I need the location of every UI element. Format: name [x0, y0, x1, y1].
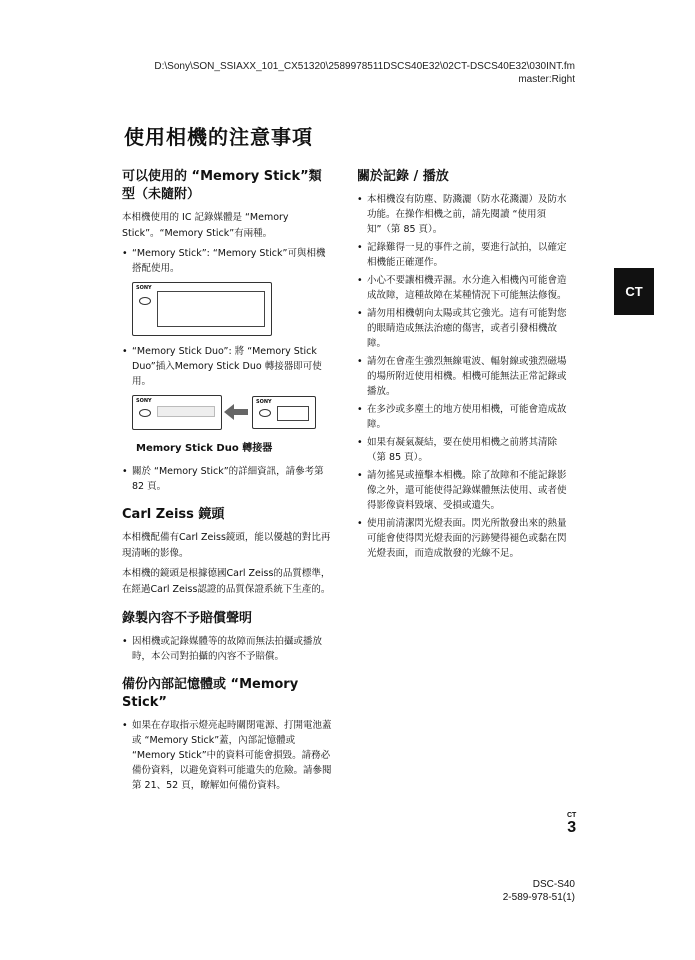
page-title: 使用相機的注意事項 [124, 125, 313, 149]
duo-card-image [252, 396, 316, 429]
right-column [357, 168, 569, 567]
list-item: • 因相機或記錄媒體等的故障而無法拍攝或播放時，本公司對拍攝的內容不予賠償。 [122, 636, 323, 662]
section-heading: 備份內部記憶體或 “Memory Stick” [122, 677, 299, 710]
list-item: • 在多沙或多塵土的地方使用相機，可能會造成故障。 [357, 404, 567, 430]
card-label-area [277, 406, 309, 421]
bullet-icon: • [122, 248, 128, 259]
section-carl-zeiss [122, 506, 334, 598]
adapter-card-image [132, 395, 222, 430]
section-heading: 錄製內容不予賠償聲明 [122, 611, 253, 626]
bullet-icon: • [357, 308, 363, 319]
section-heading: Carl Zeiss 鏡頭 [122, 507, 225, 522]
page-number-value: 3 [567, 819, 577, 836]
bullet-list [122, 344, 334, 389]
page-lang-superscript: CT [567, 812, 577, 819]
list-item: • 關於 “Memory Stick”的詳細資訊，請參考第 82 頁。 [122, 466, 324, 492]
list-item: • 本相機沒有防塵、防濺灑（防水花濺灑）及防水功能。在操作相機之前，請先閱讀 “使用須知”（第 85 頁）。 [357, 194, 567, 235]
master-label: master:Right [518, 74, 575, 85]
footer [503, 878, 575, 904]
card-logo-icon [139, 297, 151, 305]
paragraph: 本相機的鏡頭是根據德國Carl Zeiss的品質標準，在經過Carl Zeiss認證的品質保證系統下生產的。 [122, 568, 331, 595]
file-path-header [154, 60, 575, 86]
list-item: • 使用前清潔閃光燈表面。閃光所散發出來的熱量可能會使得閃光燈表面的污跡變得褪色或黏在閃光燈表面，而造成散發的光線不足。 [357, 518, 567, 559]
bullet-icon: • [357, 194, 363, 205]
card-brand-label: SONY [136, 398, 152, 404]
list-item: • 如果有凝氣凝結，要在使用相機之前將其清除（第 85 頁）。 [357, 437, 558, 463]
card-logo-icon [259, 409, 271, 417]
part-code: 2-589-978-51(1) [502, 892, 575, 903]
section-no-compensation [122, 610, 334, 664]
list-item: • 請勿在會產生強烈無線電波、輻射線或強烈磁場的場所附近使用相機。相機可能無法正常記錄或播放。 [357, 356, 567, 397]
list-item: • 請勿用相機朝向太陽或其它強光。這有可能對您的眼睛造成無法治癒的傷害，或者引發相機故障。 [357, 308, 567, 349]
list-item: • 如果在存取指示燈亮起時關閉電源、打開電池蓋或 “Memory Stick”蓋，內部記憶體或 “Memory Stick”中的資料可能會損毀。請務必備份資料，以避免資料可能遺失的危險。請參閱第 21、52 頁，瞭解如何備份資料。 [122, 720, 332, 791]
list-item: • “Memory Stick Duo”: 將 “Memory Stick Duo”插入Memory Stick Duo 轉接器即可使用。 [122, 346, 322, 387]
adapter-slot [157, 406, 215, 417]
bullet-icon: • [357, 356, 363, 367]
memory-stick-card-image [132, 282, 272, 336]
bullet-icon: • [122, 720, 128, 731]
model-name: DSC-S40 [532, 879, 575, 890]
bullet-icon: • [357, 470, 363, 481]
page-number [567, 812, 576, 836]
bullet-icon: • [357, 275, 363, 286]
left-column [122, 168, 334, 805]
file-path: D:\Sony\SON_SSIAXX_101_CX51320\2589978511DSCS40E32\02CT-DSCS40E32\030INT.fm [154, 61, 575, 72]
list-item: • 小心不要讓相機弄濕。水分進入相機內可能會造成故障，這種故障在某種情況下可能無法修復。 [357, 275, 567, 301]
list-item: • “Memory Stick”: “Memory Stick”可與相機搭配使用。 [122, 248, 326, 274]
bullet-icon: • [357, 404, 363, 415]
section-heading: 關於記錄 / 播放 [357, 169, 449, 184]
language-tab: CT [614, 268, 654, 315]
memory-stick-figure [132, 282, 334, 336]
section-backup [122, 676, 334, 793]
bullet-list [122, 464, 334, 494]
paragraph: 本相機使用的 IC 記錄媒體是 “Memory Stick”。“Memory Stick”有兩種。 [122, 212, 289, 239]
section-memory-stick-types [122, 168, 334, 494]
insert-arrow-icon [224, 404, 248, 420]
bullet-icon: • [122, 346, 128, 357]
section-heading: 可以使用的 “Memory Stick”類型（未隨附） [122, 169, 322, 202]
bullet-list [122, 246, 334, 276]
bullet-icon: • [357, 242, 363, 253]
card-brand-label: SONY [256, 399, 272, 405]
duo-adapter-figure [132, 395, 334, 431]
bullet-icon: • [122, 466, 128, 477]
card-label-area [157, 291, 265, 327]
bullet-icon: • [357, 437, 363, 448]
paragraph: 本相機配備有Carl Zeiss鏡頭，能以優越的對比再現清晰的影像。 [122, 532, 331, 559]
figure-caption: Memory Stick Duo 轉接器 [136, 443, 273, 454]
bullet-list [357, 192, 569, 561]
list-item: • 請勿搖晃或撞擊本相機。除了故障和不能記錄影像之外，還可能使得記錄媒體無法使用、或者使得影像資料毀壞、受損或遺失。 [357, 470, 567, 511]
bullet-icon: • [357, 518, 363, 529]
card-logo-icon [139, 409, 151, 417]
bullet-list [122, 718, 334, 793]
bullet-icon: • [122, 636, 128, 647]
card-brand-label: SONY [136, 285, 152, 291]
bullet-list [122, 634, 334, 664]
list-item: • 記錄難得一見的事件之前，要進行試拍，以確定相機能正確運作。 [357, 242, 567, 268]
